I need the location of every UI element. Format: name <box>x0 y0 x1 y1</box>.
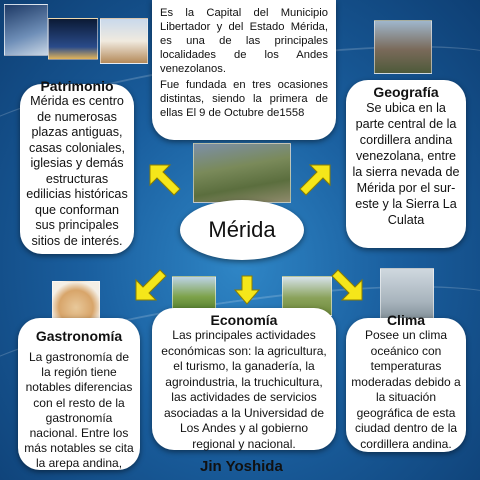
arrow-to-gastronomia <box>136 270 166 300</box>
author-name: Jin Yoshida <box>200 458 283 475</box>
top-paragraph-2: Fue fundada en tres ocasiones distintas, siendo la primera de ellas El 9 de Octubre de1558 <box>160 79 328 119</box>
photo-city-aerial <box>193 143 291 203</box>
patrimonio-text: Mérida es centro de numerosas plazas antiguas, casas coloniales, iglesias y demás estructuras edilicias históricas que conforman sus principales sitios de interés. <box>26 94 128 248</box>
clima-box <box>346 312 466 452</box>
gastronomia-title: Gastronomía <box>35 328 123 344</box>
photo-night-city <box>48 18 98 60</box>
gastronomia-text: La gastronomía de la región tiene notables diferencias con el resto de la gastronomía nacional. Entre los más notables se cita la arepa andina, <box>24 350 134 471</box>
photo-mountains <box>374 20 432 74</box>
gastronomia-box <box>18 318 140 470</box>
geografia-text: Se ubica en la parte central de la cordillera andina venezolana, entre la sierra nevada de Mérida por el sur-este y la Sierra La Culata <box>352 101 460 227</box>
geografia-title: Geografía <box>373 84 439 100</box>
geografia-box <box>346 80 466 248</box>
top-info-box <box>152 0 336 140</box>
economia-box <box>152 308 336 450</box>
center-label: Mérida <box>208 217 276 242</box>
top-paragraph-1: Es la Capital del Municipio Libertador y del Estado Mérida, es una de las principales localidades de los Andes venezolanos. <box>160 7 328 75</box>
center-node <box>180 200 304 260</box>
patrimonio-box <box>20 78 134 254</box>
economia-title: Economía <box>210 312 278 328</box>
arrow-to-patrimonio <box>150 165 180 195</box>
arrow-to-geografia <box>300 165 330 195</box>
clima-text: Posee un clima oceánico con temperaturas moderadas debido a la situación geográfica de esta ciudad dentro de la cordillera andina. <box>351 328 461 451</box>
economia-text: Las principales actividades económicas son: la agricultura, el turismo, la ganadería, la agroindustria, la truchicultura, las actividades de servicios asociadas a la Universidad de Los Andes y al gobierno regional y nacional. <box>161 328 327 451</box>
clima-title: Clima <box>386 312 426 328</box>
patrimonio-title: Patrimonio <box>40 78 114 94</box>
photo-cable-car <box>4 4 48 56</box>
photo-cathedral <box>100 18 148 64</box>
